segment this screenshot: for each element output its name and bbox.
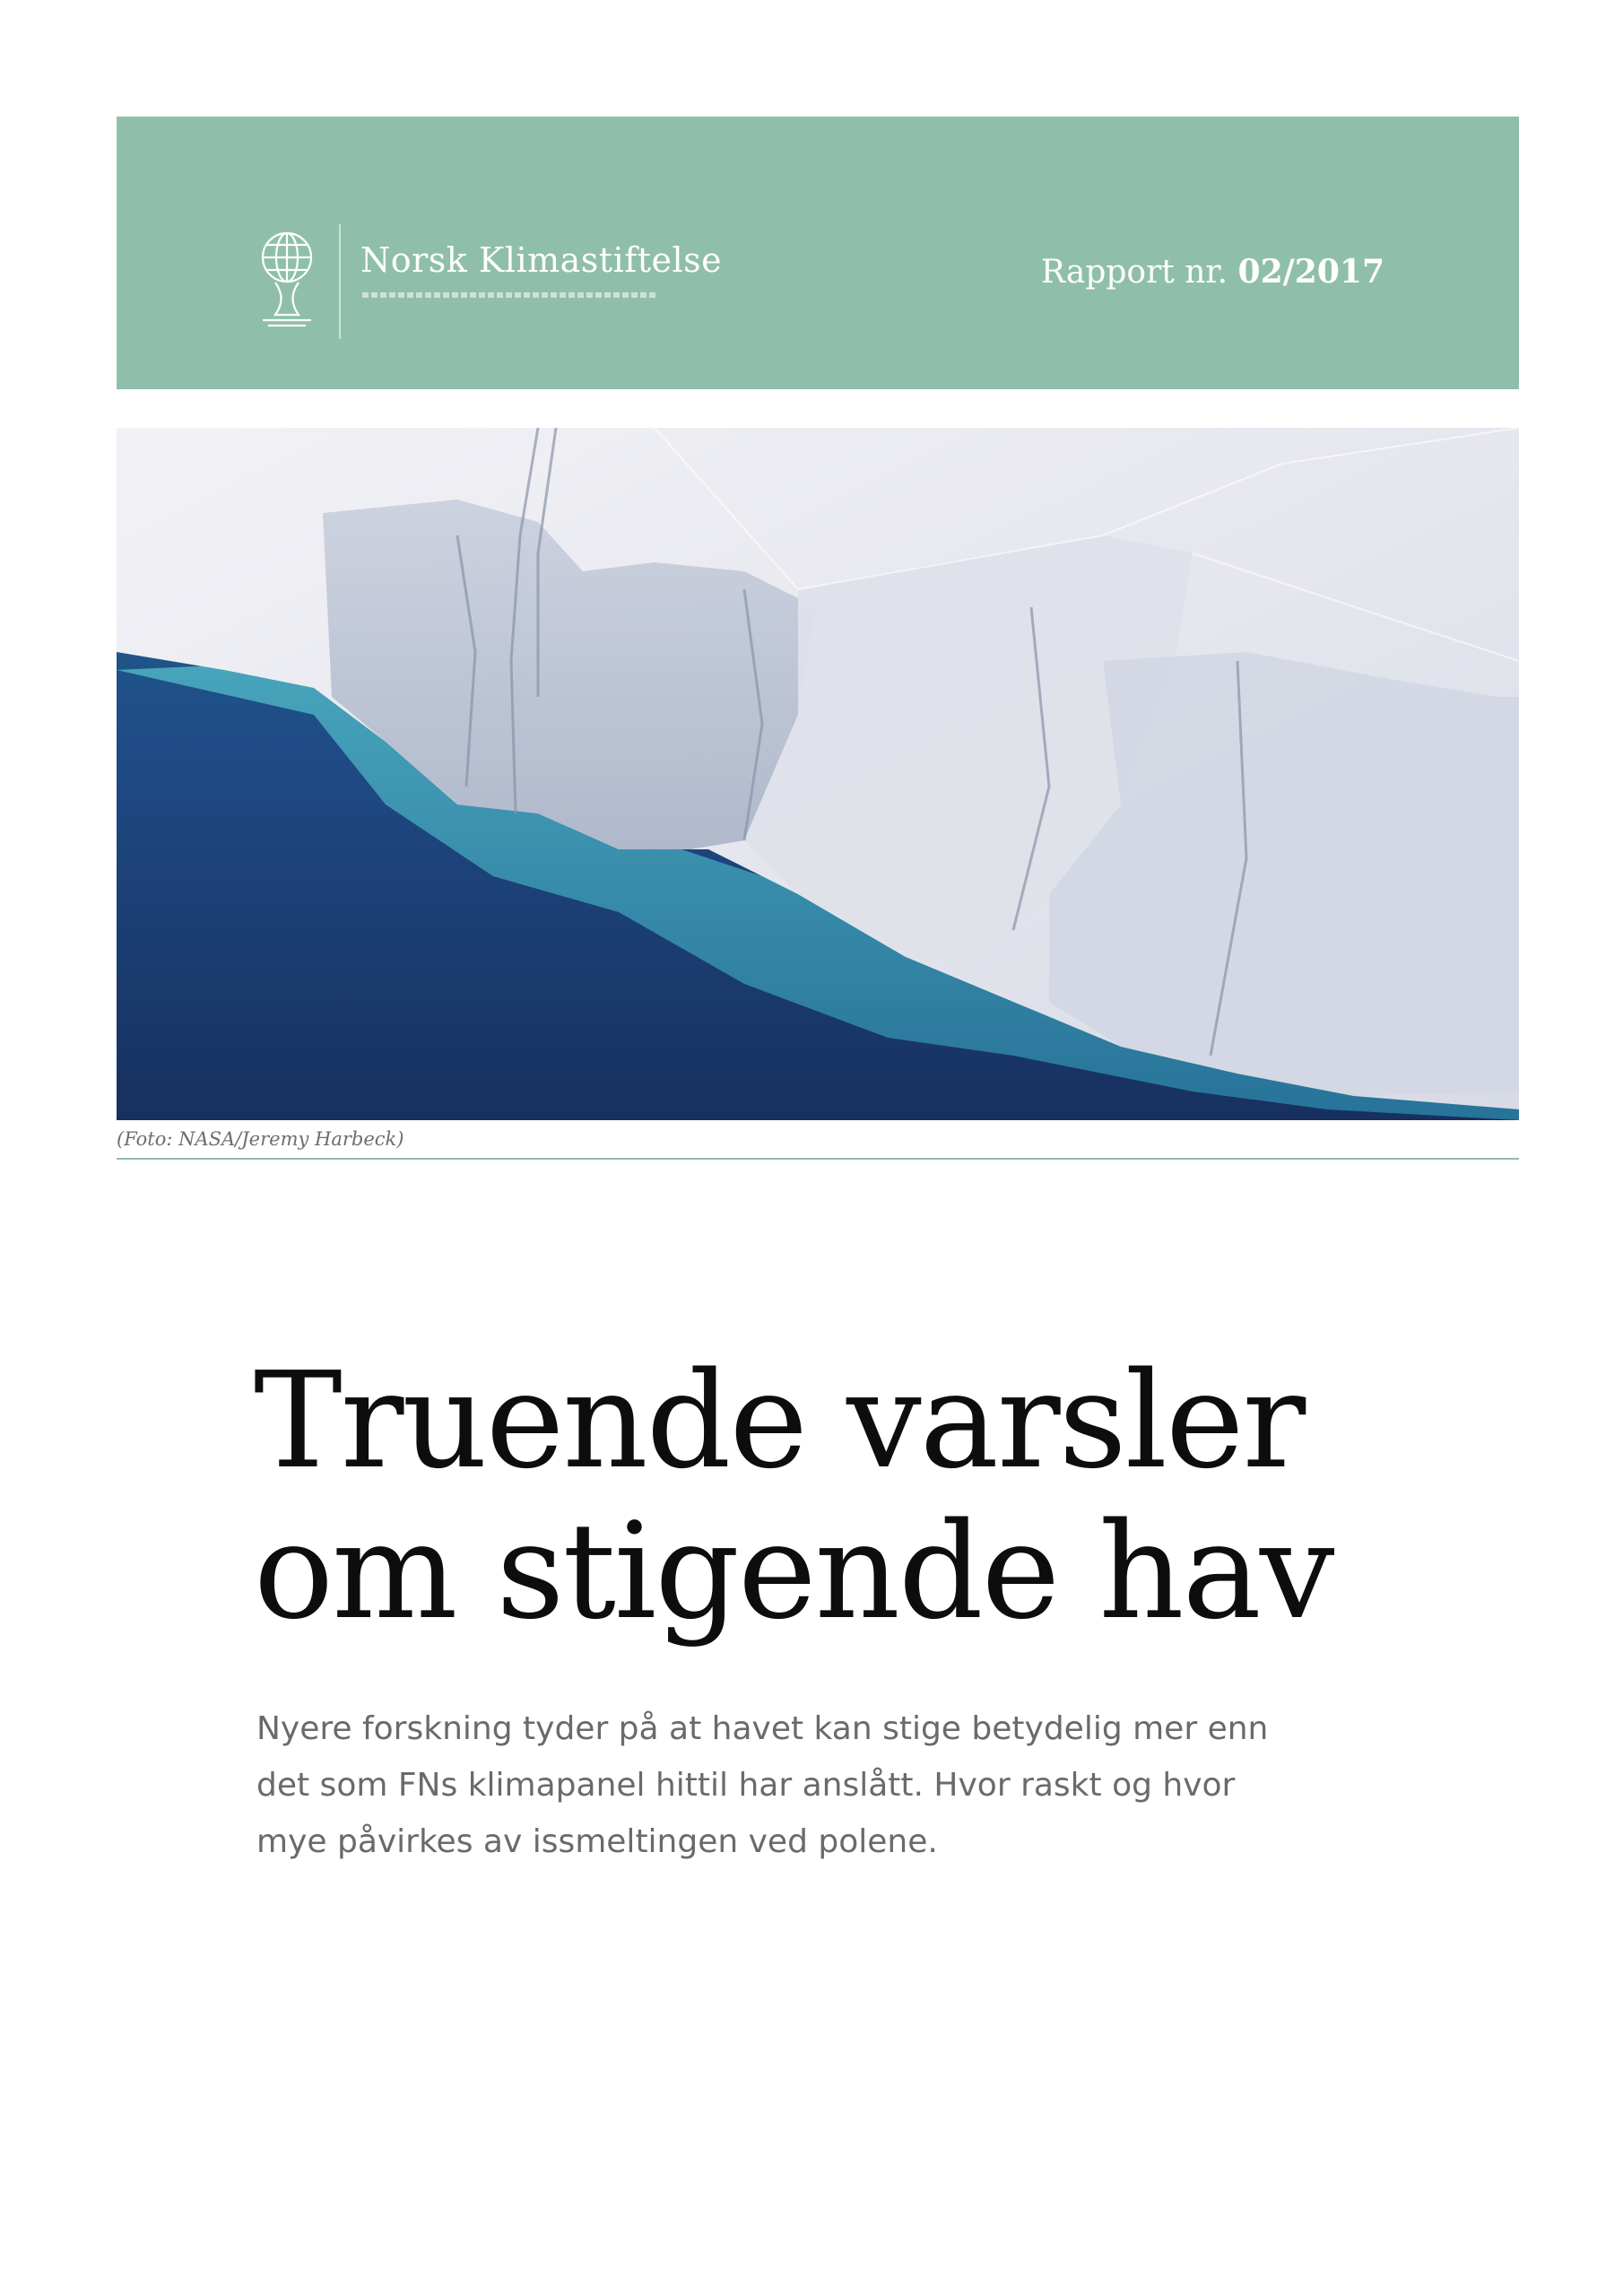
- lead-line-1: Nyere forskning tyder på at havet kan stige betydelig mer enn: [256, 1710, 1269, 1747]
- globe-hourglass-icon: [256, 229, 318, 329]
- caption-divider: [117, 1158, 1519, 1160]
- title-line-2: om stigende hav: [254, 1494, 1333, 1648]
- photo-caption: (Foto: NASA/Jeremy Harbeck): [117, 1128, 404, 1150]
- lead-paragraph: [256, 1700, 1377, 1870]
- report-number-value: 02/2017: [1237, 253, 1384, 291]
- cover-photo-ice-shelf: [117, 428, 1519, 1120]
- organization-name: Norsk Klimastiftelse: [360, 240, 723, 280]
- lead-line-2: det som FNs klimapanel hittil har anslått. Hvor raskt og hvor: [256, 1767, 1236, 1804]
- organization-tagline: [362, 292, 658, 298]
- title-line-1: Truende varsler: [254, 1344, 1305, 1498]
- logo-divider: [339, 224, 341, 339]
- page-title: [254, 1345, 1419, 1647]
- report-number: [1041, 253, 1384, 291]
- report-label: Rapport nr.: [1040, 254, 1228, 291]
- lead-line-3: mye påvirkes av issmeltingen ved polene.: [256, 1823, 938, 1860]
- header-banner: [117, 117, 1519, 389]
